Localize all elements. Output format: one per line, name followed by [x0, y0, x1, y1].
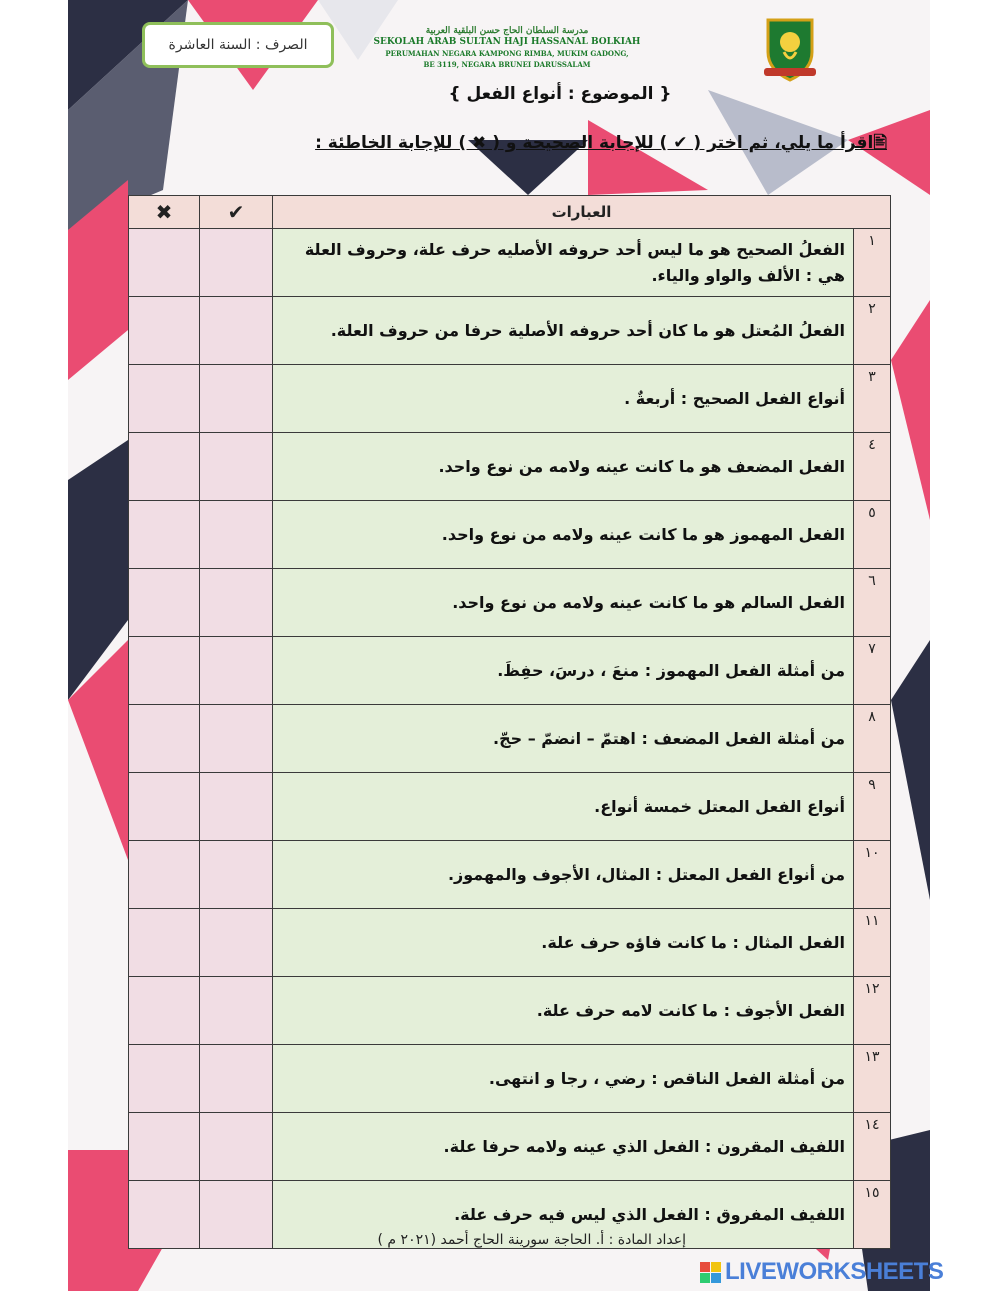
- row-statement: من أمثلة الفعل المضعف : اهتمّ – انضمّ – حجّ.: [273, 705, 854, 773]
- correct-answer-box[interactable]: [200, 909, 273, 977]
- correct-answer-box[interactable]: [200, 1181, 273, 1249]
- table-row: [129, 637, 891, 705]
- wrong-answer-box[interactable]: [129, 705, 200, 773]
- author-credit: إعداد المادة : أ. الحاجة سورينة الحاج أحمد (٢٠٢١ م ): [377, 1232, 686, 1248]
- statements-header: العبارات: [273, 196, 891, 229]
- instructions: [315, 130, 887, 159]
- row-number: ٤: [854, 433, 891, 501]
- correct-answer-box[interactable]: [200, 1045, 273, 1113]
- correct-answer-box[interactable]: [200, 977, 273, 1045]
- table-row: [129, 1113, 891, 1181]
- table-row: [129, 229, 891, 297]
- wrong-answer-box[interactable]: [129, 773, 200, 841]
- correct-answer-box[interactable]: [200, 433, 273, 501]
- wrong-answer-box[interactable]: [129, 229, 200, 297]
- liveworksheets-logo-icon: [700, 1262, 721, 1283]
- check-icon: ✔: [227, 200, 245, 224]
- row-number: ١٢: [854, 977, 891, 1045]
- school-address-line1: PERUMAHAN NEGARA KAMPONG RIMBA, MUKIM GADONG,: [385, 49, 629, 58]
- row-number: ١: [854, 229, 891, 297]
- table-row: [129, 909, 891, 977]
- topic-text: الموضوع : أنواع الفعل: [466, 84, 654, 104]
- row-number: ١٥: [854, 1181, 891, 1249]
- correct-answer-box[interactable]: [200, 297, 273, 365]
- subject-label: الصرف : السنة العاشرة: [142, 22, 334, 68]
- school-name-line1: SEKOLAH ARAB SULTAN HAJI HASSANAL BOLKIAH: [373, 37, 641, 47]
- page-title: { الموضوع : أنواع الفعل }: [448, 84, 672, 104]
- row-statement: الفعل الأجوف : ما كانت لامه حرف علة.: [273, 977, 854, 1045]
- table-header-row: [129, 196, 891, 229]
- row-statement: اللفيف المفروق : الفعل الذي ليس فيه حرف علة.: [273, 1181, 854, 1249]
- wrong-answer-box[interactable]: [129, 977, 200, 1045]
- correct-answer-box[interactable]: [200, 1113, 273, 1181]
- row-statement: من أمثلة الفعل الناقص : رضي ، رجا و انتهى.: [273, 1045, 854, 1113]
- school-emblem-icon: [760, 14, 820, 84]
- correct-answer-box[interactable]: [200, 229, 273, 297]
- wrong-answer-box[interactable]: [129, 909, 200, 977]
- row-statement: اللفيف المقرون : الفعل الذي عينه ولامه حرفا علة.: [273, 1113, 854, 1181]
- wrong-answer-box[interactable]: [129, 1113, 200, 1181]
- table-row: [129, 1045, 891, 1113]
- wrong-answer-box[interactable]: [129, 1045, 200, 1113]
- liveworksheets-watermark: [700, 1260, 943, 1284]
- answer-table: [128, 195, 891, 1249]
- wrong-answer-box[interactable]: [129, 433, 200, 501]
- correct-answer-box[interactable]: [200, 637, 273, 705]
- row-statement: الفعل المثال : ما كانت فاؤه حرف علة.: [273, 909, 854, 977]
- row-number: ٦: [854, 569, 891, 637]
- table-row: [129, 705, 891, 773]
- correct-answer-box[interactable]: [200, 773, 273, 841]
- table-row: [129, 569, 891, 637]
- school-address-line2: BE 3119, NEGARA BRUNEI DARUSSALAM: [423, 60, 591, 69]
- row-statement: الفعل المهموز هو ما كانت عينه ولامه من نوع واحد.: [273, 501, 854, 569]
- correct-answer-box[interactable]: [200, 841, 273, 909]
- correct-answer-box[interactable]: [200, 705, 273, 773]
- correct-answer-box[interactable]: [200, 569, 273, 637]
- row-statement: الفعلُ الصحيح هو ما ليس أحد حروفه الأصليه حرف علة، وحروف العلة هي : الألف والواو والياء.: [273, 229, 854, 297]
- document-icon: 🖹: [873, 133, 887, 153]
- table-row: [129, 977, 891, 1045]
- correct-answer-box[interactable]: [200, 365, 273, 433]
- row-statement: أنواع الفعل الصحيح : أربعةٌ .: [273, 365, 854, 433]
- school-name-arabic: مدرسة السلطان الحاج حسن البلقية العربية: [425, 26, 589, 36]
- correct-column-header: [200, 196, 273, 229]
- row-number: ٣: [854, 365, 891, 433]
- wrong-answer-box[interactable]: [129, 501, 200, 569]
- wrong-answer-box[interactable]: [129, 569, 200, 637]
- row-number: ١٤: [854, 1113, 891, 1181]
- row-number: ١١: [854, 909, 891, 977]
- table-row: [129, 501, 891, 569]
- row-number: ١٠: [854, 841, 891, 909]
- table-row: [129, 773, 891, 841]
- row-statement: من أمثلة الفعل المهموز : منعَ ، درسَ، حفِظَ.: [273, 637, 854, 705]
- wrong-answer-box[interactable]: [129, 297, 200, 365]
- row-number: ٢: [854, 297, 891, 365]
- wrong-answer-box[interactable]: [129, 841, 200, 909]
- row-statement: الفعلُ المُعتل هو ما كان أحد حروفه الأصلية حرفا من حروف العلة.: [273, 297, 854, 365]
- correct-answer-box[interactable]: [200, 501, 273, 569]
- row-statement: من أنواع الفعل المعتل : المثال، الأجوف والمهموز.: [273, 841, 854, 909]
- wrong-answer-box[interactable]: [129, 365, 200, 433]
- row-number: ٨: [854, 705, 891, 773]
- liveworksheets-text: LIVEWORKSHEETS: [725, 1258, 944, 1285]
- wrong-answer-box[interactable]: [129, 637, 200, 705]
- wrong-answer-box[interactable]: [129, 1181, 200, 1249]
- wrong-column-header: [129, 196, 200, 229]
- school-name: [372, 26, 642, 70]
- table-row: [129, 841, 891, 909]
- row-statement: الفعل المضعف هو ما كانت عينه ولامه من نوع واحد.: [273, 433, 854, 501]
- row-number: ٥: [854, 501, 891, 569]
- row-statement: الفعل السالم هو ما كانت عينه ولامه من نوع واحد.: [273, 569, 854, 637]
- table-row: [129, 297, 891, 365]
- cross-icon: ✖: [155, 200, 173, 224]
- instructions-text: اقرأ ما يلي، ثم اختر ( ✔ ) للإجابة الصحيحة و ( ✖ ) للإجابة الخاطئة :: [315, 133, 874, 153]
- row-number: ٩: [854, 773, 891, 841]
- row-statement: أنواع الفعل المعتل خمسة أنواع.: [273, 773, 854, 841]
- table-row: [129, 433, 891, 501]
- row-number: ٧: [854, 637, 891, 705]
- table-row: [129, 365, 891, 433]
- row-number: ١٣: [854, 1045, 891, 1113]
